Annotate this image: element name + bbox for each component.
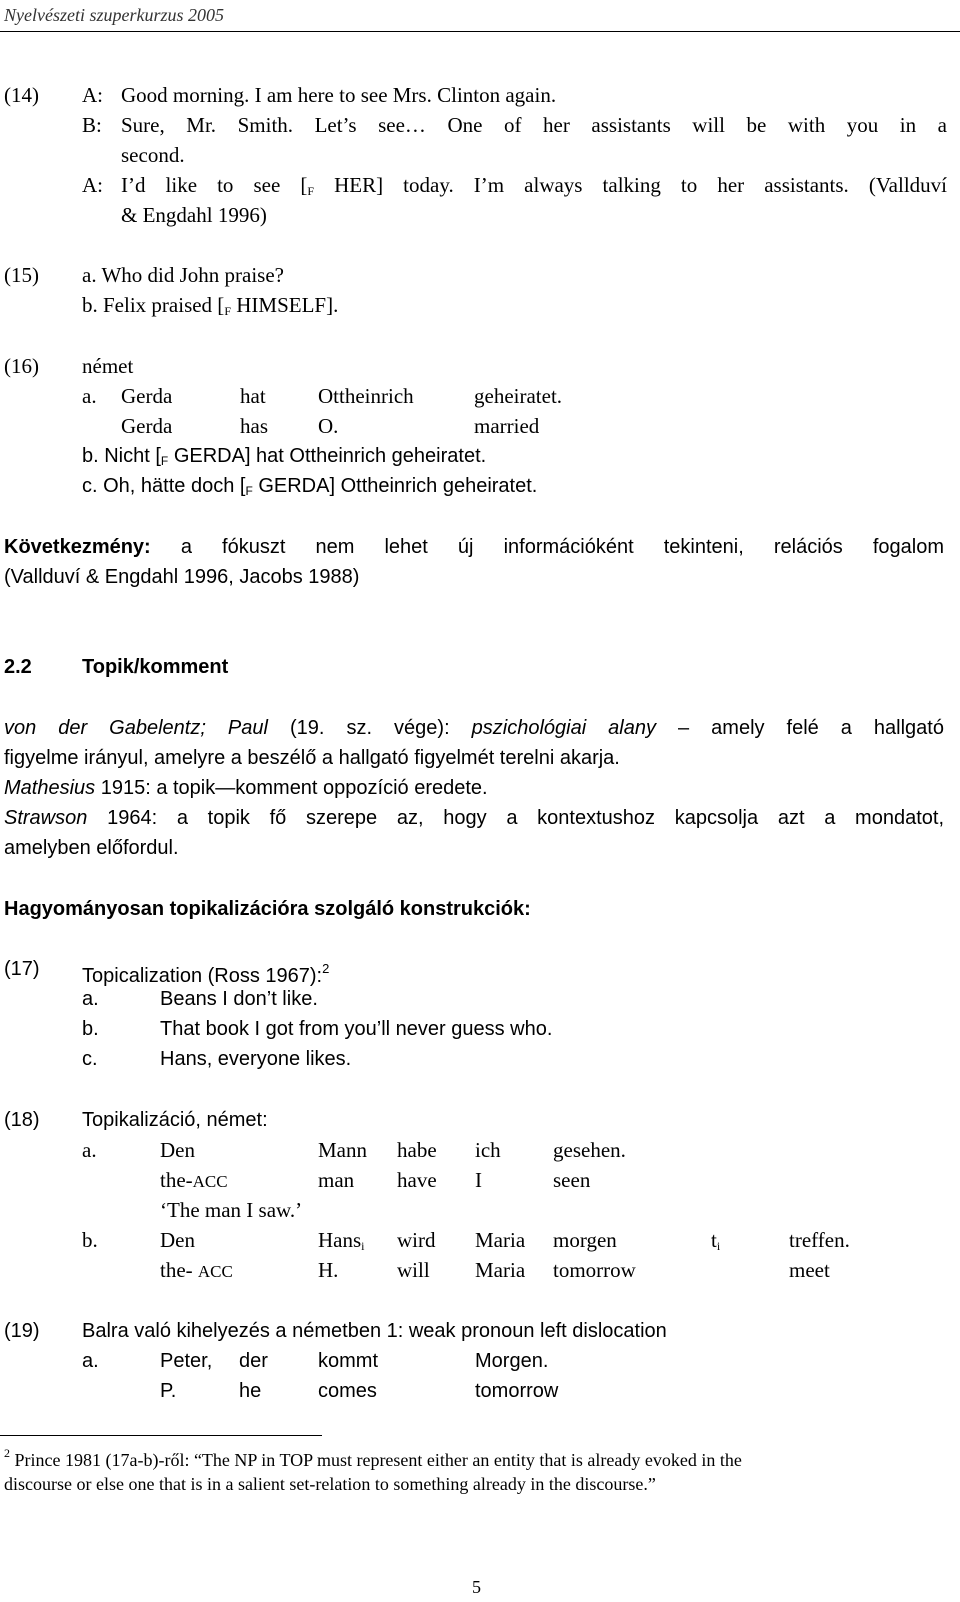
ex18-a-gloss-article: the-ACC	[160, 1168, 228, 1192]
intro-p1-line2: figyelme irányul, amelyre a beszélő a hallgató figyelmét terelni akarja.	[4, 747, 620, 769]
footnote-line2: discourse or else one that is in a salient set-relation to something already in the discourse.”	[4, 1474, 656, 1494]
ex14-a2-line2: & Engdahl 1996)	[121, 203, 267, 227]
footnote-number: 2	[4, 1446, 10, 1460]
ex18-a-gloss: have	[397, 1168, 437, 1192]
ex18-title: Topikalizáció, német:	[82, 1109, 268, 1131]
ex18-b-word: treffen.	[789, 1228, 850, 1252]
ex19-a-word: kommt	[318, 1350, 378, 1372]
ex19-a-gloss: P.	[160, 1380, 177, 1402]
ex18-a-word: habe	[397, 1138, 437, 1162]
footnote-rule	[0, 1435, 322, 1436]
ex17-item-label: b.	[82, 1018, 99, 1040]
ex15-number: (15)	[4, 263, 39, 287]
section-number: 2.2	[4, 656, 32, 678]
ex16-a-word: Ottheinrich	[318, 384, 414, 408]
ex19-a-word: der	[239, 1350, 268, 1372]
ex18-b-gloss: tomorrow	[553, 1258, 636, 1282]
ex18-b-word-hans: Hans$_i$	[318, 1228, 365, 1253]
ex15-b: b. Felix praised [$_F$ HIMSELF].	[82, 293, 339, 318]
ex18-a-gloss: man	[318, 1168, 355, 1192]
ex19-title: Balra való kihelyezés a németben 1: weak pronoun left dislocation	[82, 1320, 667, 1342]
ex17-item-label: c.	[82, 1048, 98, 1070]
ex18-b-word: morgen	[553, 1228, 617, 1252]
ex16-a-gloss: Gerda	[121, 414, 173, 438]
intro-p3-line1: Strawson 1964: a topik fő szerepe az, hogy a kontextushoz kapcsolja azt a mondatot,	[4, 807, 944, 829]
footnote-line1: $^2$ Prince 1981 (17a-b)-ről: “The NP in TOP must represent either an entity that is already evoked in the	[4, 1446, 742, 1470]
ex17-number: (17)	[4, 958, 40, 980]
ex17-item-label: a.	[82, 988, 99, 1010]
ex14-a2-line1: I’d like to see [$_F$ HER] today. I’m always talking to her assistants. (Vallduví	[121, 173, 947, 198]
header-rule	[0, 31, 960, 32]
consequence-line2: (Vallduví & Engdahl 1996, Jacobs 1988)	[4, 566, 360, 588]
ex19-a-word: Morgen.	[475, 1350, 549, 1372]
ex18-a-word: ich	[475, 1138, 501, 1162]
ex16-a-word: Gerda	[121, 384, 173, 408]
ex19-a-gloss: comes	[318, 1380, 377, 1402]
ex16-number: (16)	[4, 354, 39, 378]
ex14-b-line2: second.	[121, 143, 185, 167]
ex18-a-word: Den	[160, 1138, 195, 1162]
ex14-a-label: A:	[82, 83, 103, 107]
ex14-b-line1: Sure, Mr. Smith. Let’s see… One of her assistants will be with you in a	[121, 113, 947, 137]
ex14-b-label: B:	[82, 113, 102, 137]
ex18-b-gloss-article: the- ACC	[160, 1258, 233, 1282]
ex16-a-gloss: married	[474, 414, 540, 438]
intro-p2: Mathesius 1915: a topik—komment oppozíció eredete.	[4, 777, 488, 799]
ex18-a-translation: ‘The man I saw.’	[160, 1198, 303, 1222]
intro-p1-line1: von der Gabelentz; Paul (19. sz. vége): pszichológiai alany – amely felé a hallgató	[4, 717, 944, 739]
ex18-b-gloss: will	[397, 1258, 430, 1282]
ex18-b-gloss: meet	[789, 1258, 830, 1282]
ex16-a-word: geheiratet.	[474, 384, 563, 408]
running-header: Nyelvészeti szuperkurzus 2005	[4, 5, 224, 25]
ex18-b-word: Maria	[475, 1228, 526, 1252]
intro-p3-line2: amelyben előfordul.	[4, 837, 179, 859]
ex16-a-word: hat	[240, 384, 266, 408]
ex16-a-gloss: has	[240, 414, 268, 438]
ex17-item-text: That book I got from you’ll never guess who.	[160, 1018, 553, 1040]
ex17-item-text: Beans I don’t like.	[160, 988, 318, 1010]
ex16-b: b. Nicht [$_F$ GERDA] hat Ottheinrich geheiratet.	[82, 445, 487, 468]
ex17-item-text: Hans, everyone likes.	[160, 1048, 352, 1070]
ex19-a-gloss: tomorrow	[475, 1380, 559, 1402]
ex14-number: (14)	[4, 83, 39, 107]
ex18-b-gloss: H.	[318, 1258, 339, 1282]
ex18-b-label: b.	[82, 1228, 98, 1252]
ex15-a: a. Who did John praise?	[82, 263, 284, 287]
ex19-a-label: a.	[82, 1350, 99, 1372]
section-title: Topik/komment	[82, 656, 229, 678]
footnote-ref[interactable]: 2	[322, 961, 330, 976]
ex18-a-label: a.	[82, 1138, 97, 1162]
ex16-c: c. Oh, hätte doch [$_F$ GERDA] Ottheinrich geheiratet.	[82, 475, 538, 498]
ex19-number: (19)	[4, 1320, 40, 1342]
subheading: Hagyományosan topikalizációra szolgáló konstrukciók:	[4, 898, 531, 920]
ex16-a-gloss: O.	[318, 414, 339, 438]
ex18-a-gloss: I	[475, 1168, 482, 1192]
ex14-a-text: Good morning. I am here to see Mrs. Clinton again.	[121, 83, 557, 107]
consequence-line1: Következmény: a fókuszt nem lehet új információként tekinteni, relációs fogalom	[4, 536, 945, 558]
ex18-a-gloss: seen	[553, 1168, 591, 1192]
ex18-b-gloss: Maria	[475, 1258, 526, 1282]
ex16-a-label: a.	[82, 384, 97, 408]
ex18-b-trace: $t_i$	[711, 1228, 721, 1253]
ex18-a-word: Mann	[318, 1138, 367, 1162]
ex16-language: német	[82, 354, 134, 378]
ex18-b-word: wird	[397, 1228, 436, 1252]
ex19-a-word: Peter,	[160, 1350, 213, 1372]
ex17-title: Topicalization (Ross 1967):$^2$	[82, 961, 330, 987]
page-number: 5	[472, 1577, 481, 1597]
ex19-a-gloss: he	[239, 1380, 262, 1402]
ex18-a-word: gesehen.	[553, 1138, 626, 1162]
ex18-b-word: Den	[160, 1228, 195, 1252]
footnote	[4, 1441, 922, 1496]
ex14-a2-label: A:	[82, 173, 103, 197]
ex18-number: (18)	[4, 1109, 40, 1131]
